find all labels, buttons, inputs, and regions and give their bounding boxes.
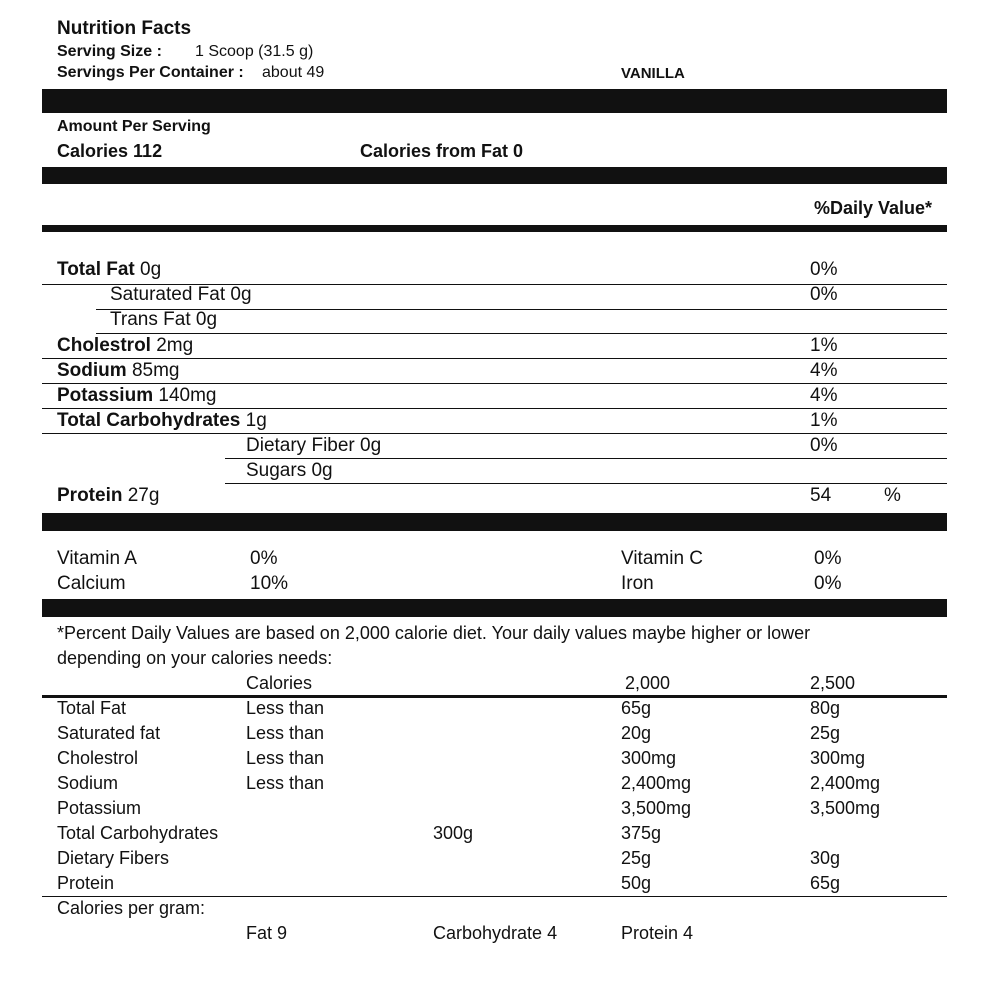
row-value-2500: 80g (810, 698, 841, 718)
nutrient-dv-unit: % (884, 485, 901, 506)
nutrient-row-saturated-fat (110, 285, 252, 304)
row-value-2000: 300mg (621, 748, 677, 768)
nutrient-name: Sodium (57, 360, 127, 381)
row-divider (96, 333, 947, 334)
footnote-line-1: *Percent Daily Values are based on 2,000 calorie diet. Your daily values maybe higher or lower (57, 623, 811, 643)
nutrient-dv: 1% (810, 410, 838, 431)
row-value-2500: 300mg (810, 748, 866, 768)
serving-size-label: Serving Size : (57, 43, 162, 60)
calories-from-fat: Calories from Fat 0 (360, 141, 524, 161)
thick-divider (42, 513, 947, 531)
row-extra: 300g (433, 823, 474, 843)
vitamin-a-value: 0% (250, 548, 278, 569)
nutrient-dv: 0% (810, 259, 838, 280)
nutrient-amount: 2mg (156, 335, 194, 356)
row-name: Potassium (57, 798, 142, 818)
vitamin-a-name: Vitamin A (57, 548, 137, 569)
row-name: Dietary Fibers (57, 848, 170, 868)
row-qualifier: Less than (246, 698, 325, 718)
nutrient-amount: 27g (127, 485, 160, 506)
nutrient-name: Dietary Fiber (246, 435, 355, 456)
row-qualifier: Less than (246, 748, 325, 768)
nutrient-row-potassium (57, 386, 216, 405)
nutrient-amount: 140mg (158, 385, 217, 406)
nutrient-name: Total Carbohydrates (57, 410, 241, 431)
thick-divider (42, 89, 947, 113)
row-name: Total Fat (57, 698, 127, 718)
row-divider (42, 358, 947, 359)
row-value-2000: 20g (621, 723, 652, 743)
row-qualifier: Less than (246, 723, 325, 743)
nutrient-row-sodium (57, 361, 179, 380)
nutrient-dv: 1% (810, 335, 838, 356)
footnote-header-2000: 2,000 (625, 673, 671, 693)
nutrient-row-cholestrol (57, 336, 193, 355)
nutrient-row-total-fat (57, 260, 161, 279)
iron-name: Iron (621, 573, 654, 594)
row-value-2500: 25g (810, 723, 841, 743)
nutrient-name: Cholestrol (57, 335, 151, 356)
iron-value: 0% (814, 573, 842, 594)
calcium-name: Calcium (57, 573, 126, 594)
nutrient-amount: 0g (360, 435, 382, 456)
row-qualifier: Less than (246, 773, 325, 793)
nutrient-name: Protein (57, 485, 123, 506)
nutrient-amount: 0g (195, 309, 218, 330)
row-name: Protein (57, 873, 115, 893)
vitamin-c-value: 0% (814, 548, 842, 569)
row-name: Sodium (57, 773, 119, 793)
nutrient-amount: 0g (230, 284, 252, 305)
row-name: Cholestrol (57, 748, 139, 768)
nutrient-row-total-carbohydrates (57, 411, 267, 430)
row-divider (96, 309, 947, 310)
nutrient-row-sugars (246, 461, 333, 480)
row-divider (225, 483, 947, 484)
footnote-line-2: depending on your calories needs: (57, 648, 333, 668)
servings-per-container-label: Servings Per Container : (57, 64, 244, 81)
row-value-2500: 30g (810, 848, 841, 868)
carbohydrate-per-gram: Carbohydrate 4 (433, 923, 558, 943)
nutrient-dv: 4% (810, 360, 838, 381)
footnote-divider (42, 896, 947, 897)
footnote-header-calories: Calories (246, 673, 313, 693)
row-divider (42, 383, 947, 384)
protein-per-gram: Protein 4 (621, 923, 694, 943)
serving-size-value: 1 Scoop (31.5 g) (195, 43, 314, 60)
row-value-2000: 65g (621, 698, 652, 718)
row-value-2000: 25g (621, 848, 652, 868)
calcium-value: 10% (250, 573, 289, 594)
row-value-2000: 50g (621, 873, 652, 893)
nutrient-row-trans-fat (110, 310, 217, 329)
nutrient-name: Total Fat (57, 259, 135, 280)
flavor-label: VANILLA (621, 65, 685, 82)
vitamin-c-name: Vitamin C (621, 548, 704, 569)
row-value-2500: 65g (810, 873, 841, 893)
thick-divider (42, 599, 947, 617)
nutrient-name: Sugars (246, 460, 307, 481)
footnote-header-2500: 2,500 (810, 673, 856, 693)
row-value-2000: 2,400mg (621, 773, 692, 793)
label-title: Nutrition Facts (57, 18, 192, 39)
nutrient-amount: 85mg (131, 360, 180, 381)
daily-value-header: %Daily Value* (814, 198, 933, 218)
medium-divider (42, 225, 947, 232)
row-divider (42, 408, 947, 409)
row-value-2000: 375g (621, 823, 662, 843)
nutrient-name: Trans Fat (110, 309, 191, 330)
nutrient-amount: 1g (245, 410, 267, 431)
nutrient-row-dietary-fiber (246, 436, 381, 455)
nutrient-name: Saturated Fat (110, 284, 226, 305)
thick-divider (42, 167, 947, 184)
nutrient-amount: 0g (311, 460, 333, 481)
amount-per-serving-heading: Amount Per Serving (57, 118, 211, 135)
row-name: Saturated fat (57, 723, 161, 743)
row-name: Total Carbohydrates (57, 823, 219, 843)
nutrient-dv: 4% (810, 385, 838, 406)
row-value-2500: 2,400mg (810, 773, 881, 793)
calories: Calories 112 (57, 141, 163, 161)
nutrient-name: Potassium (57, 385, 154, 406)
servings-per-container-value: about 49 (262, 64, 325, 81)
row-divider (42, 433, 947, 434)
nutrient-dv: 0% (810, 435, 838, 456)
row-value-2500: 3,500mg (810, 798, 881, 818)
nutrient-amount: 0g (140, 259, 162, 280)
nutrient-row-protein (57, 486, 159, 505)
nutrient-dv: 54 (810, 485, 832, 506)
fat-per-gram: Fat 9 (246, 923, 288, 943)
row-value-2000: 3,500mg (621, 798, 692, 818)
row-divider (225, 458, 947, 459)
calories-per-gram-label: Calories per gram: (57, 898, 206, 918)
nutrient-dv: 0% (810, 284, 838, 305)
